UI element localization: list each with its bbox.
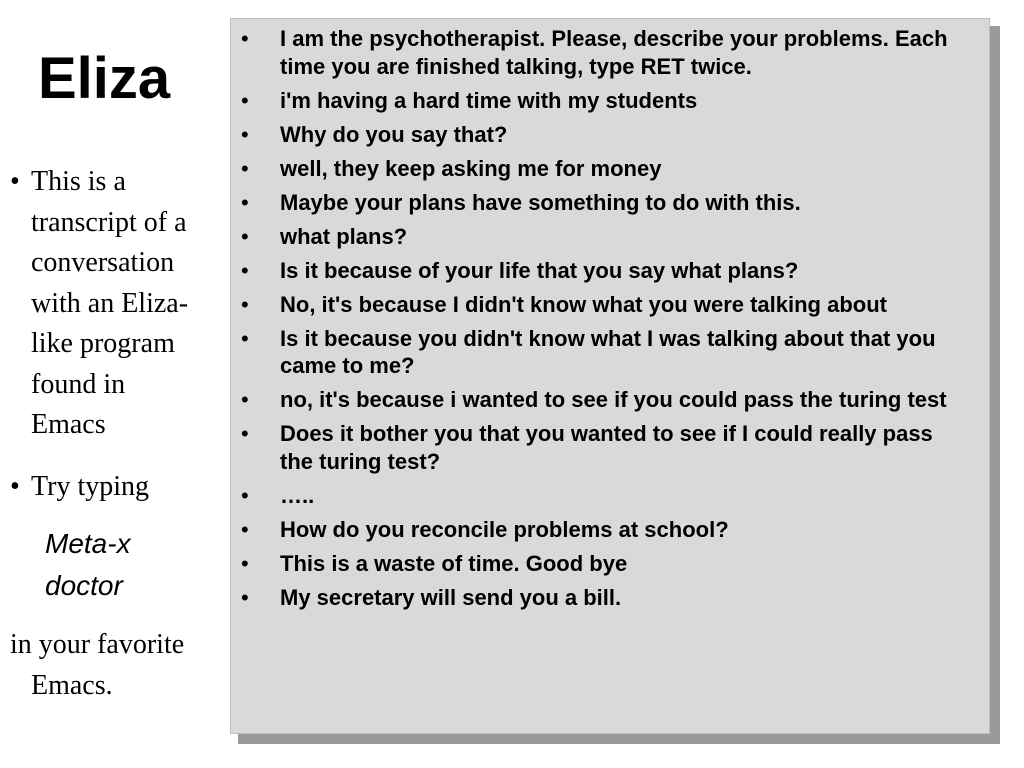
transcript-text: No, it's because I didn't know what you were talking about (280, 291, 887, 317)
transcript-text: no, it's because i wanted to see if you could pass the turing test (280, 387, 947, 412)
transcript-list (231, 19, 989, 611)
transcript-text: How do you reconcile problems at school? (280, 516, 729, 542)
transcript-line (241, 121, 971, 149)
bullet-dot: • (241, 291, 249, 317)
transcript-line (241, 257, 971, 285)
left-notes (10, 162, 232, 706)
bullet-line: found in (31, 368, 126, 400)
transcript-line (241, 482, 971, 510)
transcript-line (241, 420, 971, 475)
bullet-dot: • (241, 87, 249, 113)
transcript-line (241, 87, 971, 115)
transcript-text: ….. (280, 482, 315, 508)
bullet-dot: • (241, 482, 249, 508)
transcript-line (241, 516, 971, 544)
transcript-text: Is it because of your life that you say what plans? (280, 257, 799, 283)
bullet-line: transcript of a (31, 206, 187, 238)
tail-line: Emacs. (31, 669, 113, 701)
transcript-line (241, 386, 971, 414)
transcript-text: well, they keep asking me for money (280, 155, 662, 181)
bullet-line: with an Eliza- (31, 287, 189, 319)
transcript-line (241, 189, 971, 217)
bullet-dot: • (241, 516, 249, 542)
transcript-line (241, 155, 971, 183)
transcript-text: Maybe your plans have something to do with this. (280, 189, 801, 215)
transcript-panel (230, 18, 990, 734)
transcript-line (241, 584, 971, 612)
bullet-line: This is a (31, 166, 126, 197)
bullet-dot: • (241, 189, 249, 215)
bullet-dot: • (241, 584, 249, 610)
transcript-text: This is a waste of time. Good bye (280, 550, 628, 576)
bullet-dot: • (241, 550, 249, 576)
emacs-command (10, 523, 232, 607)
bullet-dot: • (241, 257, 249, 283)
transcript-line (241, 291, 971, 319)
bullet-dot: • (241, 421, 249, 446)
bullet-line: Try typing (31, 470, 150, 502)
bullet-dot: • (10, 166, 20, 197)
bullet-dot: • (241, 387, 249, 412)
slide-title: Eliza (38, 46, 171, 111)
transcript-text: Is it because you didn't know what I was talking about that you came to me? (280, 325, 936, 378)
left-bullet-transcript-note (10, 162, 232, 446)
bullet-line: Emacs (31, 409, 106, 440)
transcript-line (241, 223, 971, 251)
transcript-line (241, 25, 971, 80)
bullet-line: conversation (31, 247, 175, 278)
tail-line: in your favorite (10, 629, 185, 660)
left-tail-text (10, 625, 232, 706)
bullet-dot: • (241, 121, 249, 147)
command-line: doctor (45, 570, 123, 601)
transcript-line (241, 550, 971, 578)
bullet-dot: • (241, 155, 249, 181)
bullet-dot: • (10, 470, 20, 502)
bullet-dot: • (241, 223, 249, 249)
bullet-dot: • (241, 325, 249, 351)
transcript-text: what plans? (280, 223, 408, 249)
transcript-text: i'm having a hard time with my students (280, 87, 698, 113)
transcript-text: My secretary will send you a bill. (280, 584, 622, 610)
bullet-dot: • (241, 26, 249, 51)
left-bullet-try-typing (10, 467, 232, 508)
transcript-line (241, 325, 971, 380)
transcript-text: I am the psychotherapist. Please, describe your problems. Each time you are finished talking, type RET twice. (280, 26, 948, 79)
transcript-text: Why do you say that? (280, 121, 508, 147)
command-line: Meta-x (45, 528, 131, 559)
bullet-line: like program (31, 328, 175, 359)
transcript-text: Does it bother you that you wanted to see if I could really pass the turing test? (280, 421, 933, 474)
